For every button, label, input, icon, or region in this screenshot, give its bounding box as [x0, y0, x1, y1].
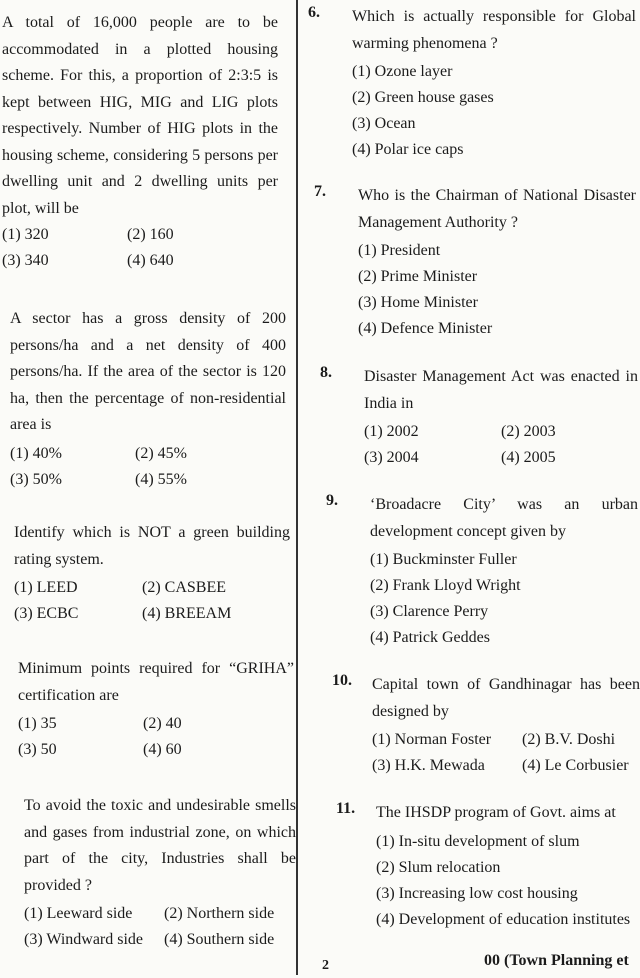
question-2 — [10, 306, 286, 491]
option-1[interactable]: (1) Ozone layer — [352, 63, 453, 80]
question-stem: A total of 16,000 people are to be accommodated in a plotted housing scheme. For this, a proportion of 2:3:5 is kept between HIG, MIG and LIG plots respectively. Number of HIG plots in the housing scheme, considering 5 persons per dwelling unit and 2 dwelling units per plot, will be — [2, 14, 278, 217]
option-1[interactable]: (1) Leeward side — [24, 905, 133, 922]
option-1[interactable]: (1) 40% — [10, 444, 62, 462]
question-stem: Which is actually responsible for Global warming phenomena ? — [352, 8, 636, 52]
question-stem: Identify which is NOT a green building rating system. — [14, 524, 290, 568]
options-list — [14, 577, 270, 625]
question-9 — [326, 492, 638, 649]
option-2[interactable]: (2) 2003 — [501, 423, 556, 440]
question-5 — [24, 793, 296, 951]
options-list — [364, 421, 638, 469]
option-3[interactable]: (3) Windward side — [24, 931, 144, 948]
option-3[interactable]: (3) 50 — [18, 741, 57, 758]
option-2[interactable]: (2) Frank Lloyd Wright — [370, 577, 521, 594]
options-list — [10, 443, 260, 491]
question-number: 6. — [308, 4, 320, 21]
question-stem: ‘Broadacre City’ was an urban development concept given by — [370, 496, 638, 540]
option-4[interactable]: (4) BREEAM — [142, 605, 232, 622]
question-1 — [2, 10, 278, 272]
options-list — [18, 713, 268, 761]
options-list — [372, 729, 640, 777]
option-1[interactable]: (1) In-situ development of slum — [376, 832, 580, 850]
option-4[interactable]: (4) 2005 — [501, 449, 556, 466]
option-3[interactable]: (3) Ocean — [352, 115, 416, 132]
question-6 — [308, 4, 636, 161]
option-4[interactable]: (4) Polar ice caps — [352, 141, 464, 158]
option-1[interactable]: (1) Norman Foster — [372, 731, 492, 748]
option-2[interactable]: (2) Slum relocation — [376, 858, 501, 876]
question-7 — [314, 183, 636, 340]
question-stem: To avoid the toxic and undesirable smells and gases from industrial zone, on which part of the city, Industries shall be provided ? — [24, 797, 296, 894]
option-2[interactable]: (2) 160 — [127, 226, 174, 243]
question-stem: Disaster Management Act was enacted in India in — [364, 368, 638, 412]
question-11 — [336, 800, 640, 931]
option-1[interactable]: (1) Buckminster Fuller — [370, 551, 517, 568]
option-3[interactable]: (3) 340 — [2, 252, 49, 269]
option-3[interactable]: (3) H.K. Mewada — [372, 757, 485, 774]
option-4[interactable]: (4) Development of education institutes — [376, 910, 631, 928]
option-3[interactable]: (3) 50% — [10, 470, 62, 488]
question-stem: Who is the Chairman of National Disaster Management Authority ? — [358, 187, 636, 231]
booklet-code: 00 (Town Planning et — [484, 952, 629, 969]
option-2[interactable]: (2) Green house gases — [352, 89, 494, 106]
option-4[interactable]: (4) Southern side — [164, 931, 275, 948]
option-2[interactable]: (2) CASBEE — [142, 579, 226, 596]
question-number: 11. — [336, 800, 356, 817]
options-list — [370, 549, 638, 649]
option-1[interactable]: (1) 320 — [2, 226, 49, 243]
page-number: 2 — [322, 958, 329, 973]
option-2[interactable]: (2) B.V. Doshi — [522, 731, 616, 748]
options-list — [24, 903, 296, 951]
question-number: 8. — [320, 364, 332, 381]
option-1[interactable]: (1) 2002 — [364, 423, 419, 440]
options-list — [352, 61, 636, 161]
question-stem: A sector has a gross density of 200 persons/ha and a net density of 400 persons/ha. If the area of the sector is 120 ha, then the percentage of non-residential area is — [10, 310, 286, 433]
question-4 — [18, 656, 294, 761]
option-2[interactable]: (2) 40 — [143, 715, 182, 732]
question-number: 9. — [326, 492, 338, 509]
option-4[interactable]: (4) 640 — [127, 252, 174, 269]
option-3[interactable]: (3) Increasing low cost housing — [376, 884, 578, 902]
option-4[interactable]: (4) 60 — [143, 741, 182, 758]
option-3[interactable]: (3) ECBC — [14, 605, 79, 622]
question-8 — [320, 364, 638, 469]
option-4[interactable]: (4) Patrick Geddes — [370, 629, 490, 646]
option-2[interactable]: (2) Prime Minister — [358, 268, 478, 285]
options-list — [376, 831, 640, 931]
column-divider — [296, 0, 298, 975]
option-4[interactable]: (4) Le Corbusier — [522, 757, 629, 774]
option-3[interactable]: (3) Home Minister — [358, 294, 478, 311]
option-2[interactable]: (2) 45% — [135, 444, 187, 462]
option-3[interactable]: (3) 2004 — [364, 449, 419, 466]
question-stem: The IHSDP program of Govt. aims at — [376, 804, 616, 821]
option-1[interactable]: (1) LEED — [14, 579, 78, 596]
option-3[interactable]: (3) Clarence Perry — [370, 603, 489, 620]
option-1[interactable]: (1) 35 — [18, 715, 57, 732]
question-number: 7. — [314, 183, 326, 200]
question-3 — [14, 520, 290, 625]
question-stem: Capital town of Gandhinagar has been designed by — [372, 676, 640, 720]
options-list — [358, 240, 636, 340]
question-number: 10. — [332, 672, 352, 689]
question-10 — [332, 672, 640, 777]
option-1[interactable]: (1) President — [358, 242, 441, 259]
option-4[interactable]: (4) 55% — [135, 470, 187, 488]
options-list — [2, 224, 252, 272]
option-2[interactable]: (2) Northern side — [164, 905, 275, 922]
option-4[interactable]: (4) Defence Minister — [358, 320, 493, 337]
question-stem: Minimum points required for “GRIHA” certification are — [18, 660, 294, 704]
